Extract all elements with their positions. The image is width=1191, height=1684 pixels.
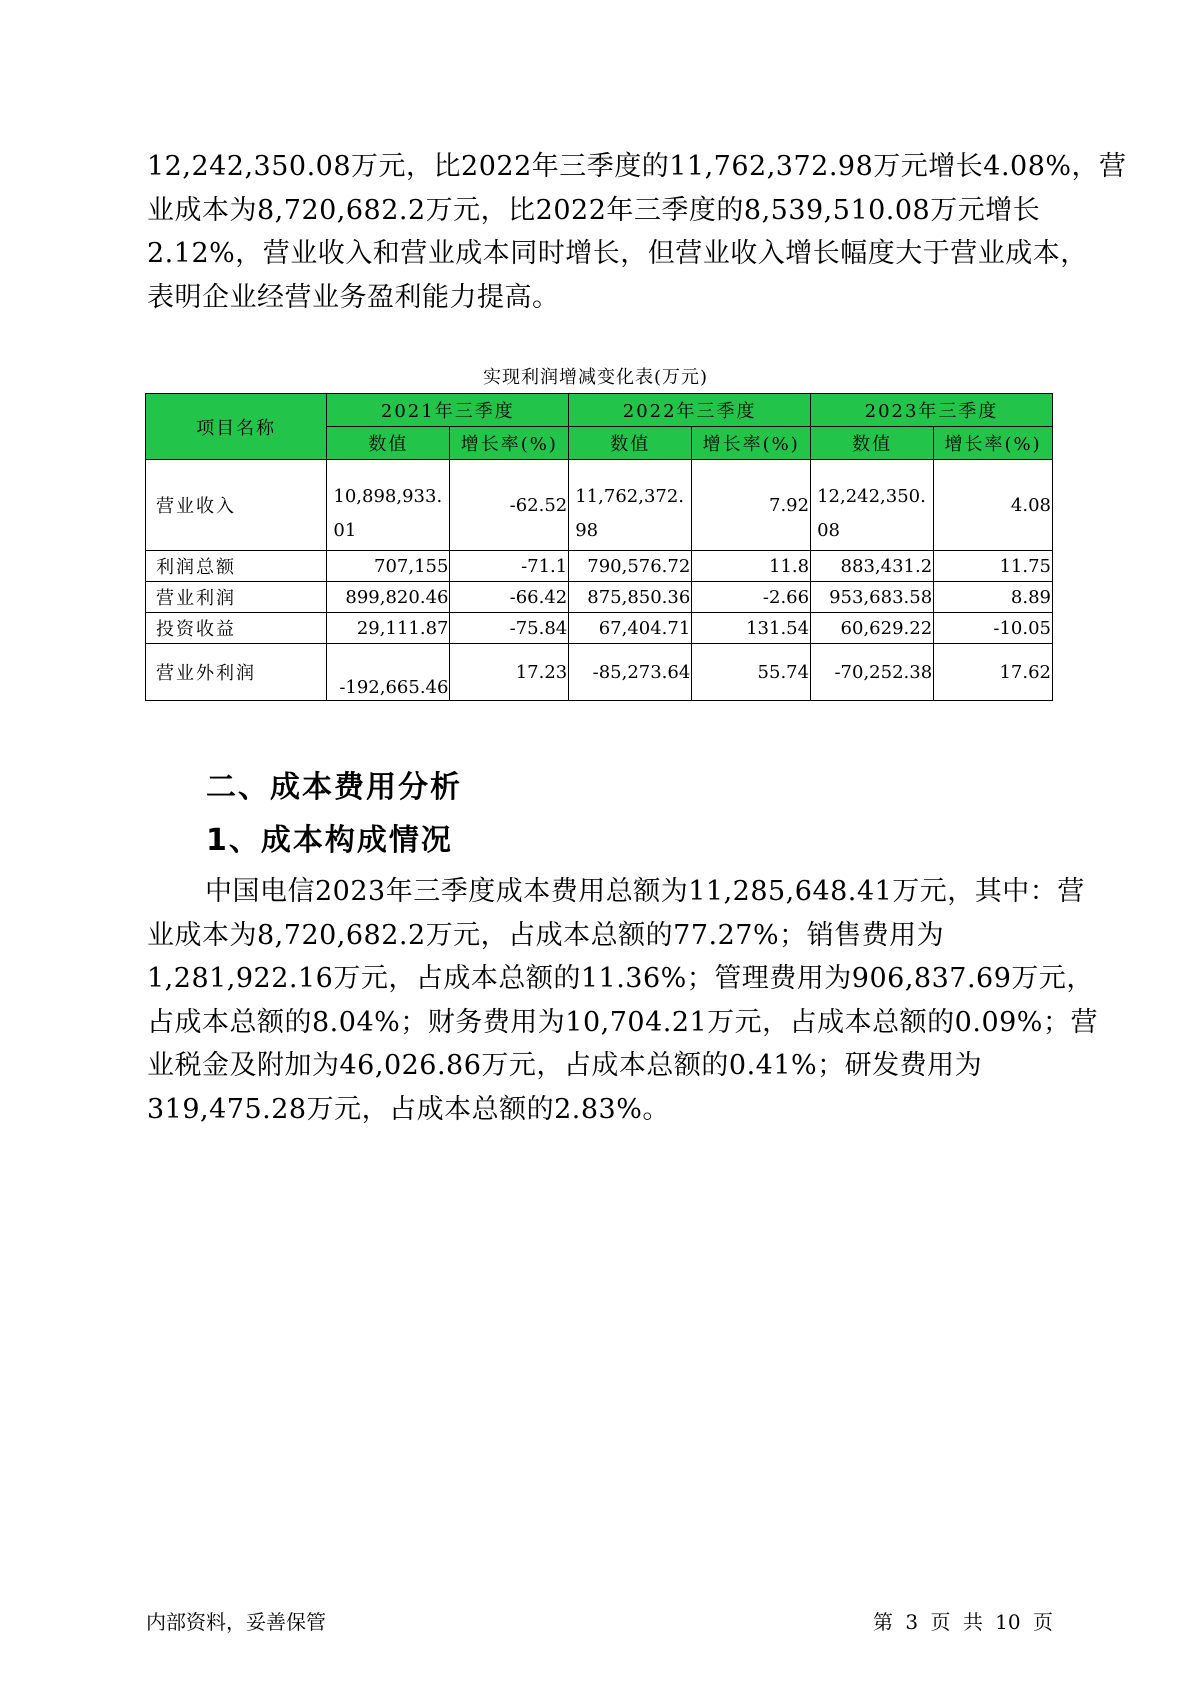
header-value: 数值 (327, 427, 450, 460)
cell-value: -85,273.64 (569, 644, 692, 701)
table-row (146, 613, 1053, 644)
cell-value: 67,404.71 (569, 613, 692, 644)
paragraph-line: 表明企业经营业务盈利能力提高。 (147, 281, 560, 313)
paragraph-line: 1,281,922.16万元，占成本总额的11.36%；管理费用为906,837.69万元， (147, 963, 1094, 994)
header-rate: 增长率(%) (934, 427, 1053, 460)
profit-change-table (145, 393, 1053, 701)
cell-value: 883,431.2 (811, 551, 934, 582)
cell-value: 10,898,933.01 (327, 460, 450, 551)
cell-rate: 55.74 (692, 644, 811, 701)
header-period: 2022年三季度 (569, 394, 811, 427)
cell-rate: -66.42 (450, 582, 569, 613)
paragraph-line: 319,475.28万元，占成本总额的2.83%。 (147, 1093, 670, 1125)
cell-rate: 11.75 (934, 551, 1053, 582)
footer-page-number: 第 3 页 共 10 页 (873, 1610, 1053, 1634)
header-value: 数值 (569, 427, 692, 460)
header-item-name: 项目名称 (146, 394, 327, 460)
cell-value: -70,252.38 (811, 644, 934, 701)
footer-confidential-note: 内部资料，妥善保管 (146, 1610, 326, 1634)
header-period: 2023年三季度 (811, 394, 1053, 427)
cell-value: -192,665.46 (327, 644, 450, 701)
cell-rate: 17.62 (934, 644, 1053, 701)
table-row (146, 460, 1053, 551)
cell-rate: -10.05 (934, 613, 1053, 644)
cell-rate: 131.54 (692, 613, 811, 644)
header-rate: 增长率(%) (692, 427, 811, 460)
cell-value: 60,629.22 (811, 613, 934, 644)
intro-paragraph (147, 145, 1127, 319)
table-row (146, 582, 1053, 613)
cell-rate: -71.1 (450, 551, 569, 582)
cell-rate: 11.8 (692, 551, 811, 582)
row-name: 营业收入 (146, 460, 327, 551)
cell-value: 953,683.58 (811, 582, 934, 613)
cell-value: 899,820.46 (327, 582, 450, 613)
sub-heading: 1、成本构成情况 (206, 823, 453, 858)
cell-rate: -2.66 (692, 582, 811, 613)
header-period: 2021年三季度 (327, 394, 569, 427)
paragraph-line: 业税金及附加为46,026.86万元，占成本总额的0.41%；研发费用为 (147, 1050, 983, 1081)
header-rate: 增长率(%) (450, 427, 569, 460)
cell-rate: 8.89 (934, 582, 1053, 613)
cell-rate: 7.92 (692, 460, 811, 551)
section-heading: 二、成本费用分析 (206, 770, 462, 805)
paragraph-line: 业成本为8,720,682.2万元，比2022年三季度的8,539,510.08万元增长 (147, 194, 1041, 226)
cell-value: 11,762,372.98 (569, 460, 692, 551)
paragraph-line: 占成本总额的8.04%；财务费用为10,704.21万元，占成本总额的0.09%；营 (147, 1006, 1098, 1038)
table-row (146, 644, 1053, 701)
cell-rate: 17.23 (450, 644, 569, 701)
paragraph-line: 12,242,350.08万元，比2022年三季度的11,762,372.98万元增长4.08%，营 (147, 151, 1127, 182)
table-row (146, 551, 1053, 582)
cell-rate: -75.84 (450, 613, 569, 644)
cell-value: 875,850.36 (569, 582, 692, 613)
header-value: 数值 (811, 427, 934, 460)
paragraph-line: 业成本为8,720,682.2万元，占成本总额的77.27%；销售费用为 (147, 919, 945, 951)
cell-rate: 4.08 (934, 460, 1053, 551)
cell-rate: -62.52 (450, 460, 569, 551)
paragraph-line: 2.12%，营业收入和营业成本同时增长，但营业收入增长幅度大于营业成本， (147, 238, 1088, 269)
paragraph-line: 中国电信2023年三季度成本费用总额为11,285,648.41万元，其中：营 (205, 876, 1085, 907)
row-name: 利润总额 (146, 551, 327, 582)
row-name: 营业外利润 (146, 644, 327, 701)
cell-value: 790,576.72 (569, 551, 692, 582)
row-name: 投资收益 (146, 613, 327, 644)
table-title: 实现利润增减变化表(万元) (482, 367, 709, 388)
cell-value: 29,111.87 (327, 613, 450, 644)
cell-value: 707,155 (327, 551, 450, 582)
row-name: 营业利润 (146, 582, 327, 613)
cell-value: 12,242,350.08 (811, 460, 934, 551)
cost-paragraph (147, 870, 1098, 1131)
